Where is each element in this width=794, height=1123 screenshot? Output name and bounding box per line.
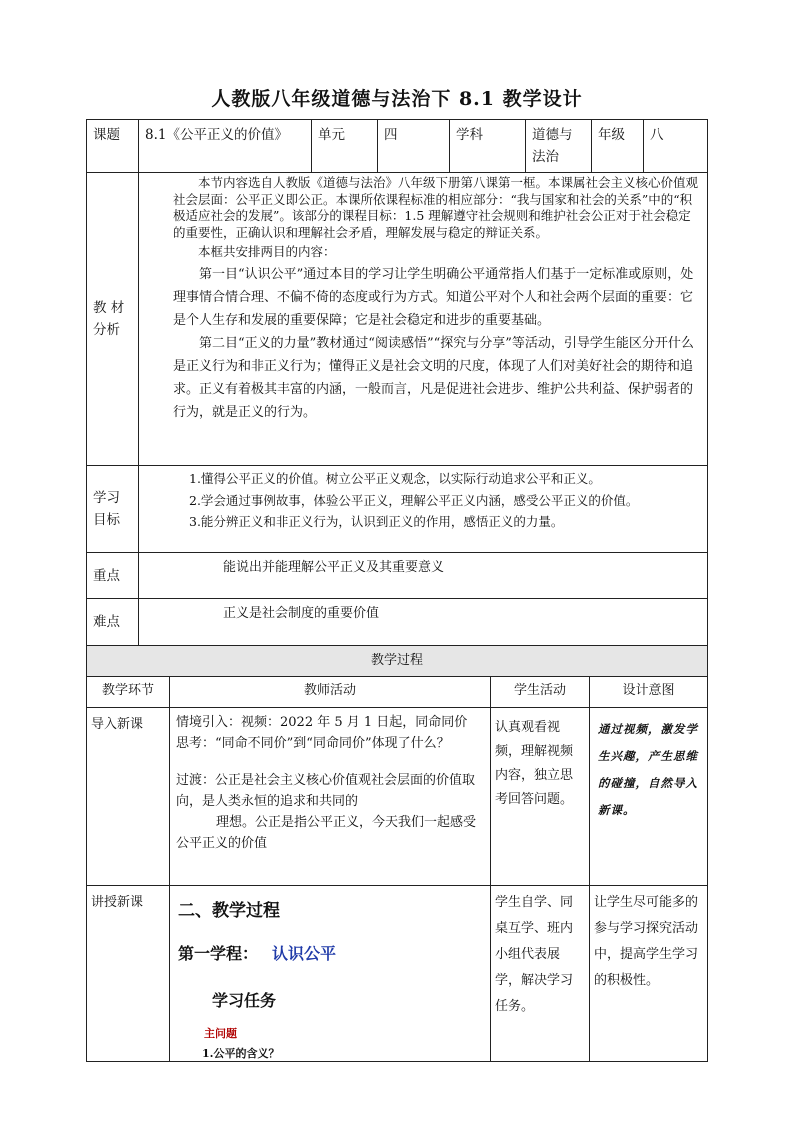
analysis-paragraph-4: 第二目“正义的力量”教材通过“阅读感悟”“探究与分享”等活动，引导学生能区分开什么是正义行为和非正义行为；懂得正义是社会文明的尺度，体现了人们对美好社会的期待和追求。正义有着极其丰富的内涵，一般而言，凡是促进社会进步、维护公共利益、保护弱者的行为，就是正义的行为。 [173, 336, 694, 420]
table-row [87, 708, 708, 886]
column-header: 学生活动 [491, 677, 590, 708]
info-row [87, 120, 708, 173]
goal-item: 1.懂得公平正义的价值。树立公平正义观念，以实际行动追求公平和正义。 [189, 471, 601, 486]
section-subheading [178, 941, 486, 964]
goals-row [87, 466, 708, 553]
design-table [86, 119, 708, 646]
subheading-title: 认识公平 [272, 944, 337, 963]
task-heading: 学习任务 [212, 991, 277, 1010]
page-title: 人教版八年级道德与法治下 8.1 教学设计 [211, 88, 583, 110]
difficulty-text: 正义是社会制度的重要价值 [139, 599, 708, 646]
goal-item: 3.能分辨正义和非正义行为，认识到正义的作用，感悟正义的力量。 [189, 514, 564, 529]
subheading-label: 第一学程： [178, 944, 259, 963]
main-question-label: 主问题 [204, 1027, 237, 1040]
unit-value: 四 [378, 120, 450, 173]
key-point-text: 能说出并能理解公平正义及其重要意义 [139, 553, 708, 599]
topic-label: 课题 [87, 120, 139, 173]
topic-value: 8.1《公平正义的价值》 [139, 120, 312, 173]
analysis-row [87, 173, 708, 466]
key-point-label: 重点 [87, 553, 139, 599]
teacher-line: 情境引入：视频：2022 年 5 月 1 日起，同命同价 [176, 715, 468, 730]
subject-value: 道德与法治 [526, 120, 592, 173]
student-activity-intro: 认真观看视频，理解视频内容，独立思考回答问题。 [491, 708, 590, 886]
student-activity-new: 学生自学、同桌互学、班内小组代表展学，解决学习任务。 [491, 886, 590, 1062]
analysis-label: 教 材 分析 [87, 173, 139, 466]
column-header-row [87, 677, 708, 708]
unit-label: 单元 [312, 120, 378, 173]
difficulty-row [87, 599, 708, 646]
key-point-row [87, 553, 708, 599]
goal-item: 2.学会通过事例故事，体验公平正义，理解公平正义内涵，感受公平正义的价值。 [189, 492, 639, 508]
question-item: 1.公平的含义？ [202, 1047, 280, 1060]
teacher-line: 思考：“同命不同价”到“同命同价”体现了什么？ [176, 736, 450, 751]
process-header: 教学过程 [87, 646, 708, 677]
analysis-paragraph-3: 第一目“认识公平”通过本目的学习让学生明确公平通常指人们基于一定标准或原则，处理事情合情合理、不偏不倚的态度或行为方式。知道公平对个人和社会两个层面的重要：它是个人生存和发展的重要保障；它是社会稳定和进步的重要基础。 [173, 267, 694, 328]
column-header: 教师活动 [170, 677, 491, 708]
design-intent-intro: 通过视频，激发学生兴趣，产生思维的碰撞，自然导入新课。 [590, 708, 708, 886]
column-header: 教学环节 [87, 677, 170, 708]
analysis-paragraph-1: 本节内容选自人教版《道德与法治》八年级下册第八课第一框。本课属社会主义核心价值观社会层面：公平正义即公正。本课所依课程标准的相应部分：“我与国家和社会的关系”中的“积极适应社会的发展”。该部分的课程目标：1.5 理解遵守社会规则和维护社会公正对于社会稳定的重要性，正确认识和理解社会矛盾，理解发展与稳定的辩证关系。 [173, 175, 699, 240]
grade-value: 八 [644, 120, 708, 173]
goals-label: 学习 目标 [87, 466, 139, 553]
design-intent-new: 让学生尽可能多的参与学习探究活动中，提高学生学习的积极性。 [590, 886, 708, 1062]
column-header: 设计意图 [590, 677, 708, 708]
process-table [86, 645, 708, 1062]
teacher-line: 过渡：公正是社会主义核心价值观社会层面的价值取向，是人类永恒的追求和共同的 [176, 773, 476, 809]
stage-new: 讲授新课 [87, 886, 170, 1062]
difficulty-label: 难点 [87, 599, 139, 646]
process-header-row [87, 646, 708, 677]
stage-intro: 导入新课 [87, 708, 170, 886]
teacher-line: 理想。公正是指公平正义，今天我们一起感受公平正义的价值 [176, 815, 477, 851]
section-heading: 二、教学过程 [178, 901, 280, 921]
table-row [87, 886, 708, 1062]
grade-label: 年级 [592, 120, 644, 173]
analysis-paragraph-2: 本框共安排两目的内容： [198, 244, 336, 259]
subject-label: 学科 [450, 120, 526, 173]
